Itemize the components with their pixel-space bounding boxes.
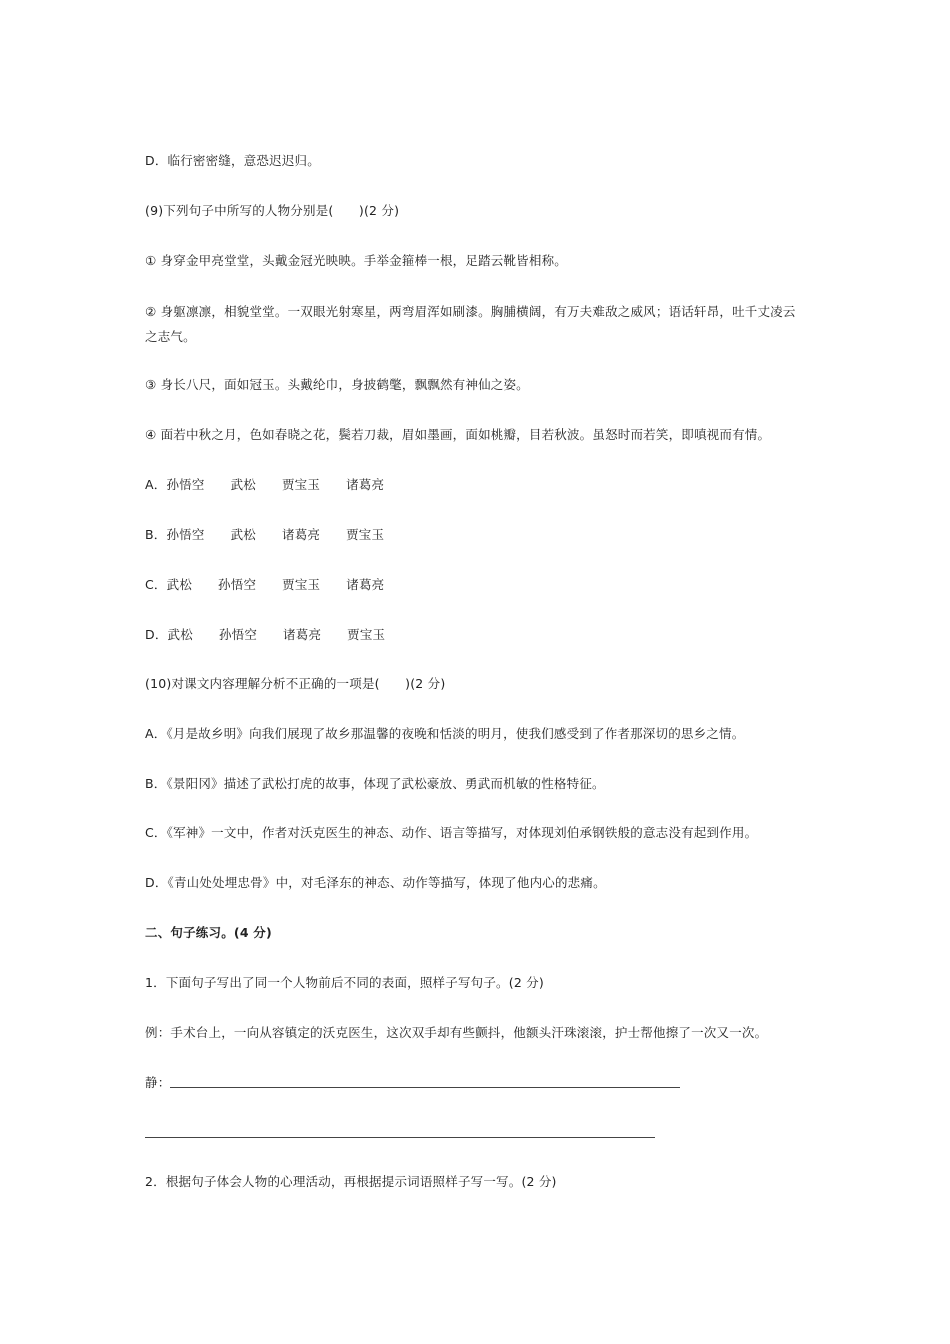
option-name: 贾宝玉 [346, 527, 385, 542]
option-name: 贾宝玉 [347, 627, 386, 642]
option-name: 武松 [166, 577, 193, 592]
option-name: 贾宝玉 [282, 577, 321, 592]
option-10-a: A．《月是故乡明》向我们展现了故乡那温馨的夜晚和恬淡的明月，使我们感受到了作者那深切的思乡之情。 [145, 726, 745, 741]
option-10-c: C．《军神》一文中，作者对沃克医生的神态、动作、语言等描写，对体现刘伯承钢铁般的意志没有起到作用。 [145, 825, 758, 840]
option-name: 武松 [230, 527, 256, 542]
option-letter: B． [145, 527, 167, 542]
option-d-previous-question: D．临行密密缝，意恐迟迟归。 [145, 153, 320, 168]
option-letter: C． [145, 577, 167, 592]
option-name: 武松 [167, 627, 193, 642]
answer-blank-2[interactable] [145, 1137, 655, 1138]
answer-blank-1[interactable] [170, 1087, 680, 1088]
option-name: 贾宝玉 [281, 477, 321, 492]
section-2-heading: 二、句子练习。(4 分) [145, 925, 272, 940]
option-name: 孙悟空 [218, 627, 258, 642]
description-2: ② 身躯凛凛，相貌堂堂。一双眼光射寒星，两弯眉浑如刷漆。胸脯横阔，有万夫难敌之威风；语话轩昂，吐千丈凌云之志气。 [145, 304, 796, 344]
option-10-b: B．《景阳冈》描述了武松打虎的故事，体现了武松豪放、勇武而机敏的性格特征。 [145, 776, 605, 791]
option-name: 诸葛亮 [283, 627, 322, 642]
prompt-1: 1．下面句子写出了同一个人物前后不同的表面，照样子写句子。(2 分) [145, 975, 544, 990]
prompt-2: 2．根据句子体会人物的心理活动，再根据提示词语照样子写一写。(2 分) [145, 1174, 557, 1189]
option-name: 孙悟空 [218, 577, 257, 592]
option-name: 诸葛亮 [346, 577, 385, 592]
option-name: 孙悟空 [166, 477, 205, 492]
description-1: ① 身穿金甲亮堂堂，头戴金冠光映映。手举金箍棒一根，足踏云靴皆相称。 [145, 253, 567, 268]
option-9-c [145, 577, 384, 593]
option-name: 诸葛亮 [346, 477, 385, 492]
option-9-a [145, 477, 384, 493]
option-letter: A． [145, 477, 167, 492]
description-4: ④ 面若中秋之月，色如春晓之花，鬓若刀裁，眉如墨画，面如桃瓣，目若秋波。虽怒时而若笑，即嗔视而有情。 [145, 427, 771, 442]
option-name: 孙悟空 [166, 527, 205, 542]
option-10-d: D．《青山处处埋忠骨》中，对毛泽东的神态、动作等描写，体现了他内心的悲痛。 [145, 875, 606, 890]
jing-label: 静： [145, 1075, 171, 1090]
option-name: 武松 [230, 477, 256, 492]
option-letter: D． [145, 627, 168, 642]
option-9-d [145, 627, 385, 643]
example-sentence: 例：手术台上，一向从容镇定的沃克医生，这次双手却有些颤抖，他额头汗珠滚滚，护士帮他擦了一次又一次。 [145, 1025, 768, 1040]
option-name: 诸葛亮 [282, 527, 321, 542]
option-9-b [145, 527, 384, 543]
question-9: (9)下列句子中所写的人物分别是( )(2 分) [145, 203, 400, 218]
description-3: ③ 身长八尺，面如冠玉。头戴纶巾，身披鹤氅，飘飘然有神仙之姿。 [145, 377, 529, 392]
question-10: (10)对课文内容理解分析不正确的一项是( )(2 分) [145, 676, 446, 691]
